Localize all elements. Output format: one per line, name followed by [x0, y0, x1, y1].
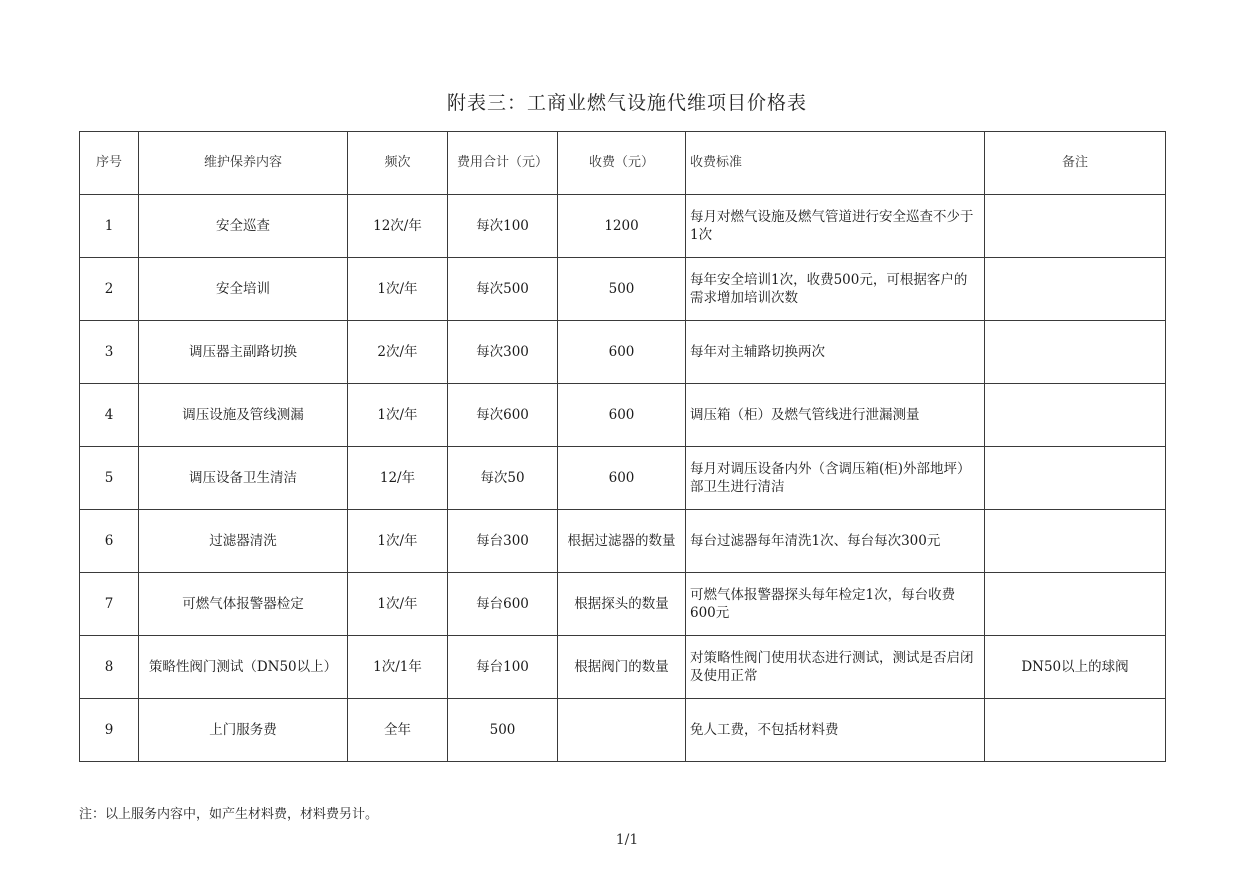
cell-total-cost: 每台600 — [448, 573, 558, 636]
cell-total-cost: 每台100 — [448, 636, 558, 699]
cell-charge: 根据阀门的数量 — [558, 636, 686, 699]
table-row — [80, 195, 1166, 258]
cell-frequency: 12次/年 — [348, 195, 448, 258]
table-row — [80, 384, 1166, 447]
table-row — [80, 699, 1166, 762]
cell-remark: DN50以上的球阀 — [985, 636, 1166, 699]
cell-index: 6 — [80, 510, 139, 573]
cell-frequency: 全年 — [348, 699, 448, 762]
cell-content: 安全培训 — [139, 258, 348, 321]
cell-total-cost: 每次500 — [448, 258, 558, 321]
cell-content: 调压设施及管线测漏 — [139, 384, 348, 447]
header-cell-charge: 收费（元） — [558, 132, 686, 195]
cell-charge — [558, 699, 686, 762]
table-header-row — [80, 132, 1166, 195]
cell-index: 3 — [80, 321, 139, 384]
header-cell-frequency: 频次 — [348, 132, 448, 195]
cell-total-cost: 500 — [448, 699, 558, 762]
cell-frequency: 2次/年 — [348, 321, 448, 384]
header-cell-remark: 备注 — [985, 132, 1166, 195]
cell-standard: 调压箱（柜）及燃气管线进行泄漏测量 — [686, 384, 985, 447]
cell-remark — [985, 447, 1166, 510]
cell-index: 7 — [80, 573, 139, 636]
cell-index: 2 — [80, 258, 139, 321]
table-row — [80, 258, 1166, 321]
cell-frequency: 1次/1年 — [348, 636, 448, 699]
cell-content: 调压器主副路切换 — [139, 321, 348, 384]
cell-content: 策略性阀门测试（DN50以上） — [139, 636, 348, 699]
cell-standard: 免人工费，不包括材料费 — [686, 699, 985, 762]
cell-standard: 可燃气体报警器探头每年检定1次，每台收费600元 — [686, 573, 985, 636]
cell-charge: 1200 — [558, 195, 686, 258]
cell-charge: 600 — [558, 321, 686, 384]
cell-remark — [985, 195, 1166, 258]
cell-content: 可燃气体报警器检定 — [139, 573, 348, 636]
cell-standard: 对策略性阀门使用状态进行测试，测试是否启闭及使用正常 — [686, 636, 985, 699]
cell-total-cost: 每次50 — [448, 447, 558, 510]
cell-standard: 每台过滤器每年清洗1次、每台每次300元 — [686, 510, 985, 573]
cell-remark — [985, 573, 1166, 636]
cell-total-cost: 每次600 — [448, 384, 558, 447]
cell-frequency: 1次/年 — [348, 573, 448, 636]
cell-remark — [985, 699, 1166, 762]
cell-total-cost: 每次100 — [448, 195, 558, 258]
cell-index: 1 — [80, 195, 139, 258]
cell-remark — [985, 258, 1166, 321]
page-title: 附表三：工商业燃气设施代维项目价格表 — [446, 92, 807, 114]
cell-standard: 每年安全培训1次，收费500元，可根据客户的需求增加培训次数 — [686, 258, 985, 321]
price-table — [79, 131, 1166, 762]
cell-index: 9 — [80, 699, 139, 762]
cell-total-cost: 每次300 — [448, 321, 558, 384]
cell-content: 安全巡查 — [139, 195, 348, 258]
cell-remark — [985, 510, 1166, 573]
cell-content: 上门服务费 — [139, 699, 348, 762]
cell-charge: 600 — [558, 447, 686, 510]
cell-charge: 500 — [558, 258, 686, 321]
cell-standard: 每年对主辅路切换两次 — [686, 321, 985, 384]
cell-remark — [985, 384, 1166, 447]
cell-index: 8 — [80, 636, 139, 699]
table-row — [80, 636, 1166, 699]
cell-charge: 根据过滤器的数量 — [558, 510, 686, 573]
cell-content: 过滤器清洗 — [139, 510, 348, 573]
footnote: 注：以上服务内容中，如产生材料费，材料费另计。 — [79, 807, 379, 822]
header-cell-standard: 收费标准 — [686, 132, 985, 195]
header-cell-content: 维护保养内容 — [139, 132, 348, 195]
cell-index: 5 — [80, 447, 139, 510]
cell-remark — [985, 321, 1166, 384]
cell-standard: 每月对燃气设施及燃气管道进行安全巡查不少于1次 — [686, 195, 985, 258]
cell-total-cost: 每台300 — [448, 510, 558, 573]
cell-charge: 600 — [558, 384, 686, 447]
cell-frequency: 1次/年 — [348, 258, 448, 321]
cell-standard: 每月对调压设备内外（含调压箱(柜)外部地坪）部卫生进行清洁 — [686, 447, 985, 510]
cell-frequency: 1次/年 — [348, 510, 448, 573]
cell-charge: 根据探头的数量 — [558, 573, 686, 636]
table-row — [80, 510, 1166, 573]
cell-frequency: 12/年 — [348, 447, 448, 510]
table-row — [80, 573, 1166, 636]
cell-frequency: 1次/年 — [348, 384, 448, 447]
page-number: 1/1 — [615, 832, 639, 848]
cell-index: 4 — [80, 384, 139, 447]
header-cell-index: 序号 — [80, 132, 139, 195]
table-row — [80, 447, 1166, 510]
cell-content: 调压设备卫生清洁 — [139, 447, 348, 510]
table-row — [80, 321, 1166, 384]
header-cell-total-cost: 费用合计（元） — [448, 132, 558, 195]
